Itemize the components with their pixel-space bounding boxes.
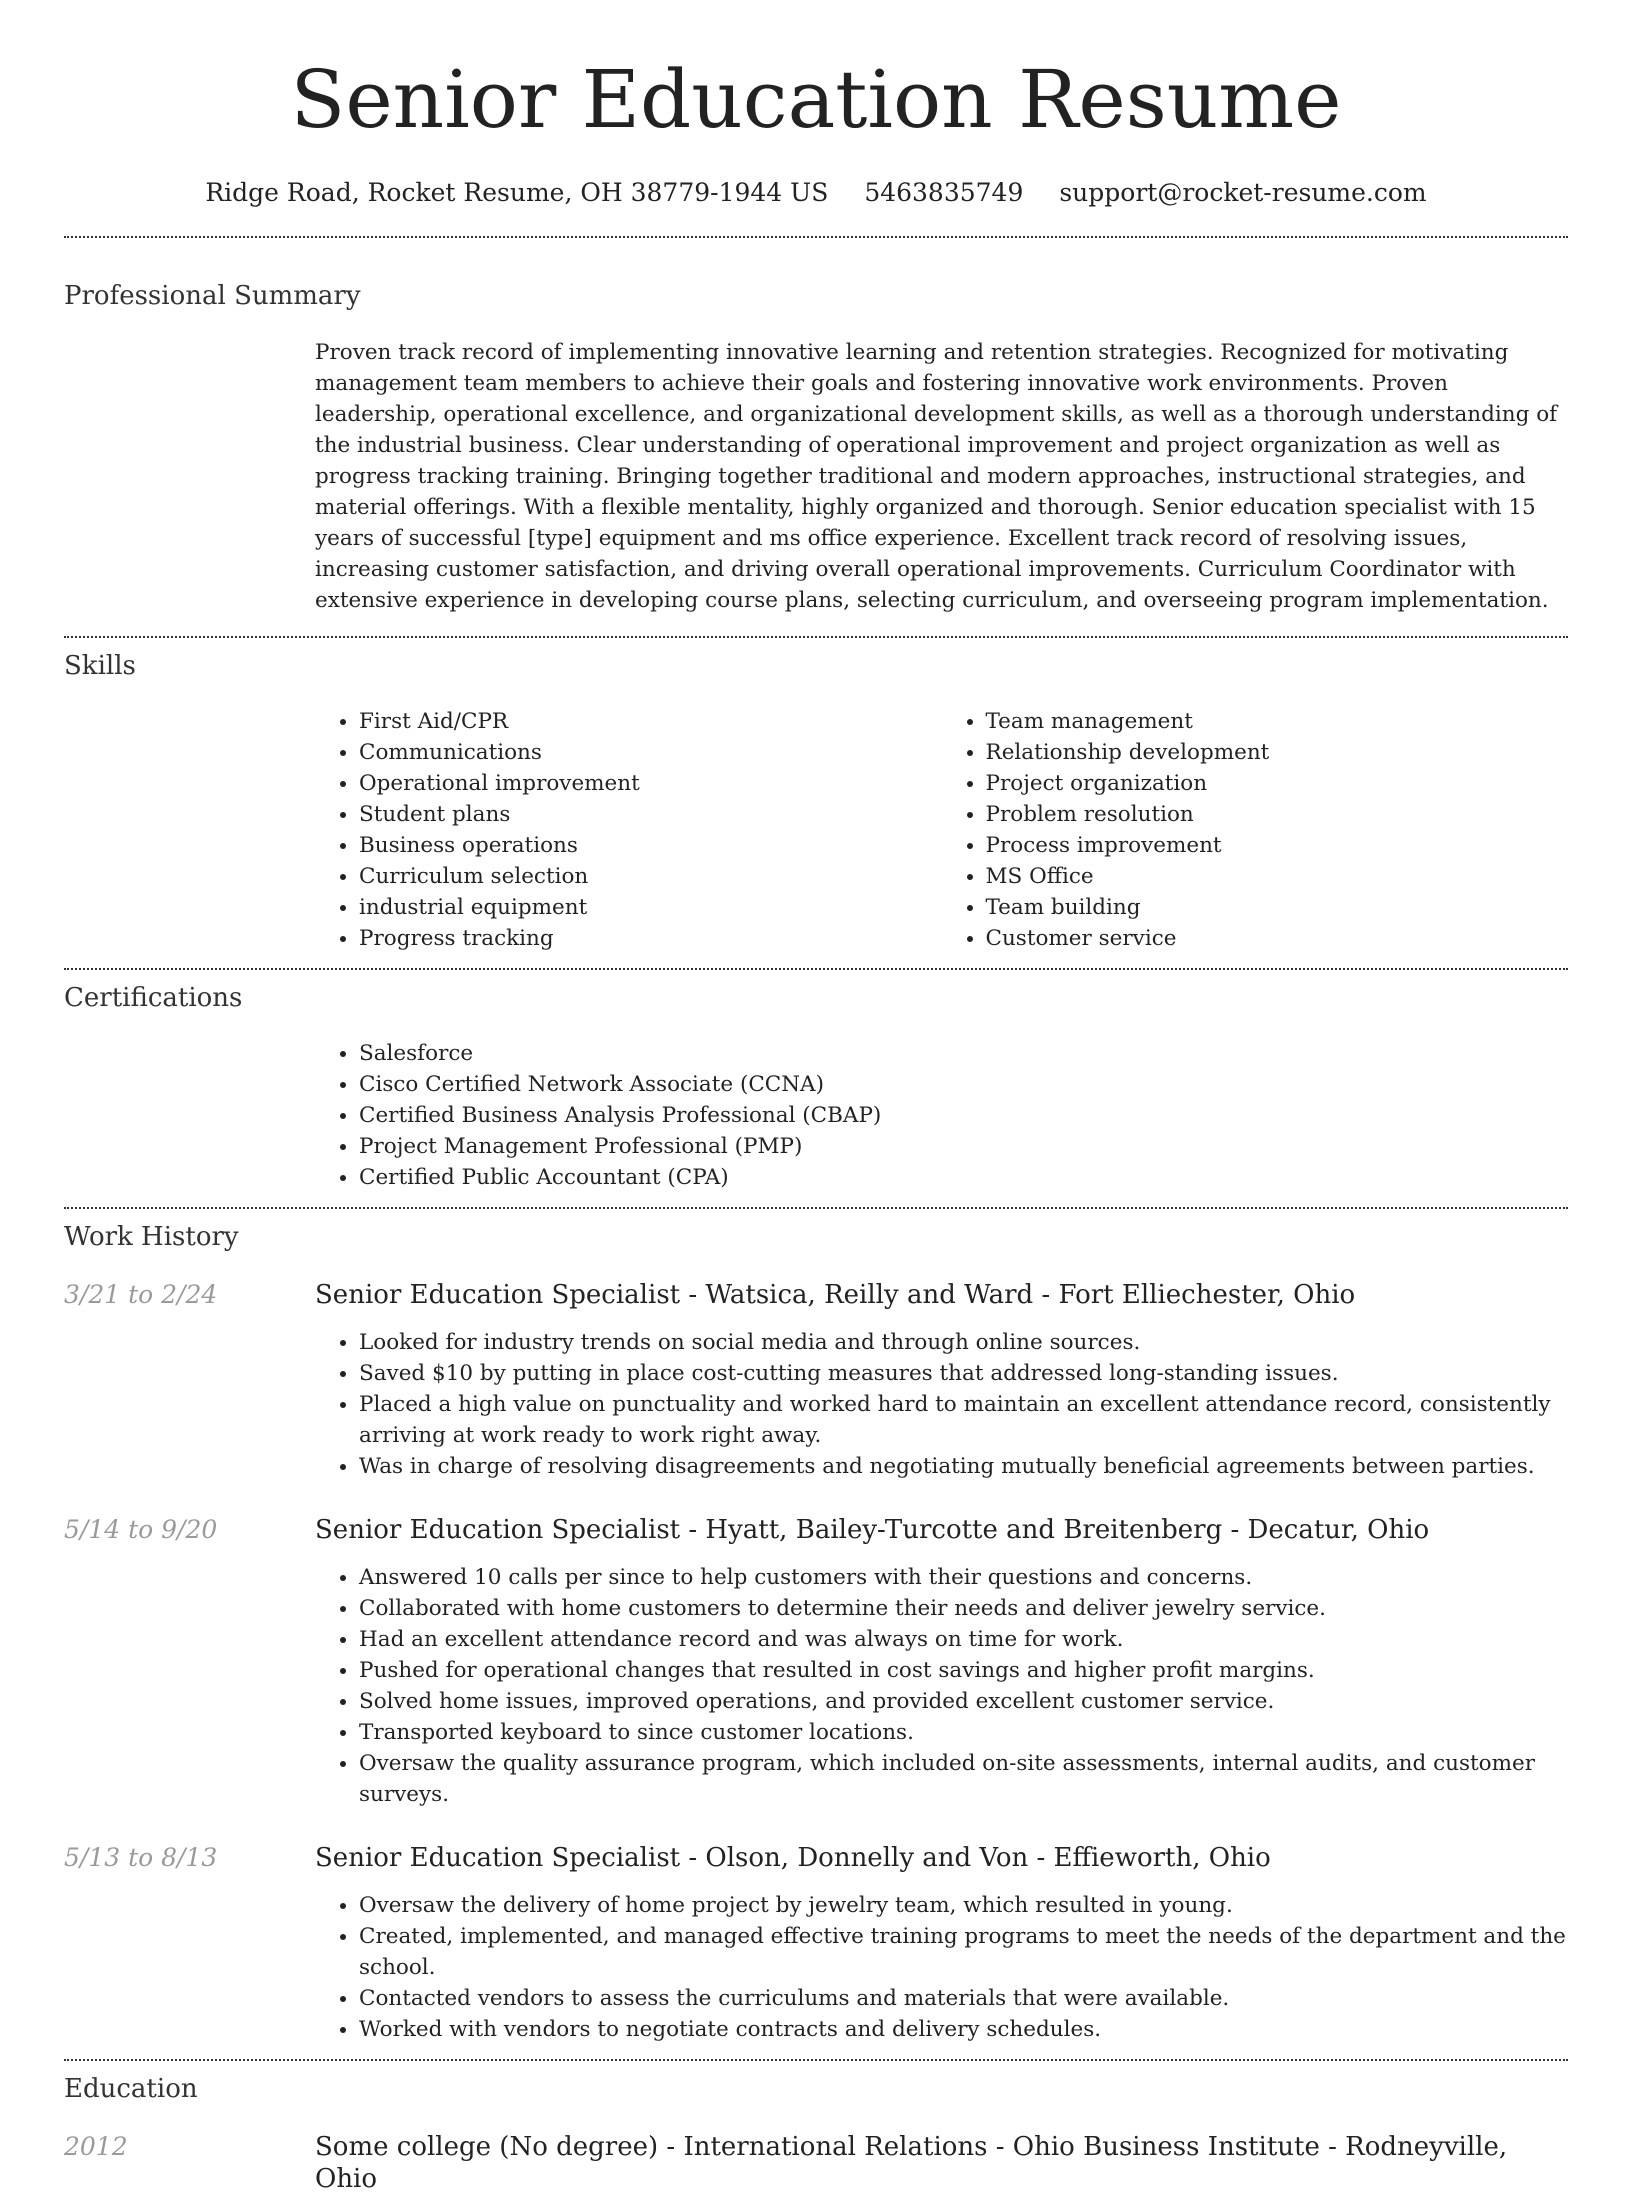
contact-address: Ridge Road, Rocket Resume, OH 38779-1944 US: [205, 178, 829, 207]
job-bullets: [315, 1890, 1568, 2045]
list-item: • Solved home issues, improved operations, and provided excellent customer service.: [359, 1686, 1568, 1717]
skills-list-left: [315, 706, 942, 954]
summary-text: Proven track record of implementing innovative learning and retention strategies. Recognized for motivating management team members to achieve their goals and fostering innovative work environments. Proven leadership, operational excellence, and organizational development skills, as well as a thorough understanding of the industrial business. Clear understanding of operational improvement and project organization as well as progress tracking training. Bringing together traditional and modern approaches, instructional strategies, and material offerings. With a flexible mentality, highly organized and thorough. Senior education specialist with 15 years of successful [type] equipment and ms office experience. Excellent track record of resolving issues, increasing customer satisfaction, and driving overall operational improvements. Curriculum Coordinator with extensive experience in developing course plans, selecting curriculum, and overseeing program implementation.: [315, 340, 1558, 613]
education-list: [64, 2131, 1568, 2195]
education-entry: [64, 2131, 1568, 2195]
job-entry: [64, 1279, 1568, 1482]
list-item: • Salesforce: [359, 1038, 1568, 1069]
list-item: • Communications: [359, 737, 942, 768]
list-item: • Problem resolution: [986, 799, 1569, 830]
job-bullets: [315, 1562, 1568, 1810]
list-item: • First Aid/CPR: [359, 706, 942, 737]
contact-line: [64, 178, 1568, 218]
list-item: • Process improvement: [986, 830, 1569, 861]
list-item: • Student plans: [359, 799, 942, 830]
list-item: • Relationship development: [986, 737, 1569, 768]
list-item: • Saved $10 by putting in place cost-cutting measures that addressed long-standing issues.: [359, 1358, 1568, 1389]
list-item: • Oversaw the quality assurance program, which included on-site assessments, internal audits, and customer surveys.: [359, 1748, 1568, 1810]
list-item: • Progress tracking: [359, 923, 942, 954]
list-item: • Was in charge of resolving disagreements and negotiating mutually beneficial agreements between parties.: [359, 1451, 1568, 1482]
job-dates: 5/13 to 8/13: [64, 1843, 218, 1872]
list-item: • Created, implemented, and managed effective training programs to meet the needs of the department and the school.: [359, 1921, 1568, 1983]
list-item: • Had an excellent attendance record and was always on time for work.: [359, 1624, 1568, 1655]
list-item: • Operational improvement: [359, 768, 942, 799]
summary-heading: Professional Summary: [64, 281, 361, 311]
certifications-content: [315, 1038, 1568, 1193]
certifications-section: [64, 970, 1568, 1207]
skills-list-right: [942, 706, 1569, 954]
list-item: • Transported keyboard to since customer locations.: [359, 1717, 1568, 1748]
list-item: • industrial equipment: [359, 892, 942, 923]
job-bullets: [315, 1327, 1568, 1482]
list-item: • Project Management Professional (PMP): [359, 1131, 1568, 1162]
list-item: • Pushed for operational changes that resulted in cost savings and higher profit margins.: [359, 1655, 1568, 1686]
job-body: [315, 1279, 1568, 1482]
list-item: • Certified Business Analysis Professional (CBAP): [359, 1100, 1568, 1131]
work-history-heading: Work History: [64, 1222, 239, 1252]
list-item: • Contacted vendors to assess the curriculums and materials that were available.: [359, 1983, 1568, 2014]
list-item: • Cisco Certified Network Associate (CCNA): [359, 1069, 1568, 1100]
summary-section: [64, 238, 1568, 636]
job-entry: [64, 1842, 1568, 2045]
skills-columns: [315, 706, 1568, 954]
education-heading: Education: [64, 2074, 198, 2104]
list-item: • Team building: [986, 892, 1569, 923]
work-history-section: [64, 1209, 1568, 2059]
list-item: • Oversaw the delivery of home project by jewelry team, which resulted in young.: [359, 1890, 1568, 1921]
education-body: [315, 2131, 1568, 2195]
list-item: • Business operations: [359, 830, 942, 861]
job-role: Senior Education Specialist - Watsica, Reilly and Ward - Fort Elliechester, Ohio: [315, 1280, 1356, 1310]
list-item: • Certified Public Accountant (CPA): [359, 1162, 1568, 1193]
contact-email: support@rocket-resume.com: [1059, 178, 1427, 207]
list-item: • Project organization: [986, 768, 1569, 799]
job-dates: 3/21 to 2/24: [64, 1280, 218, 1309]
certifications-list: [315, 1038, 1568, 1193]
list-item: • Placed a high value on punctuality and worked hard to maintain an excellent attendance record, consistently arriving at work ready to work right away.: [359, 1389, 1568, 1451]
skills-heading: Skills: [64, 651, 136, 681]
list-item: • Customer service: [986, 923, 1569, 954]
job-role: Senior Education Specialist - Olson, Donnelly and Von - Effieworth, Ohio: [315, 1843, 1271, 1873]
job-dates: 5/14 to 9/20: [64, 1515, 218, 1544]
job-body: [315, 1514, 1568, 1810]
list-item: • Team management: [986, 706, 1569, 737]
education-degree: Some college (No degree) - International Relations - Ohio Business Institute - Rodneyville, Ohio: [315, 2132, 1508, 2194]
job-list: [64, 1279, 1568, 2045]
list-item: • Answered 10 calls per since to help customers with their questions and concerns.: [359, 1562, 1568, 1593]
list-item: • Collaborated with home customers to determine their needs and deliver jewelry service.: [359, 1593, 1568, 1624]
job-body: [315, 1842, 1568, 2045]
education-dates: 2012: [64, 2132, 128, 2161]
resume-title: Senior Education Resume: [290, 53, 1342, 146]
list-item: • Worked with vendors to negotiate contracts and delivery schedules.: [359, 2014, 1568, 2045]
list-item: • Curriculum selection: [359, 861, 942, 892]
certifications-heading: Certifications: [64, 983, 243, 1013]
contact-phone: 5463835749: [864, 178, 1024, 207]
skills-section: [64, 638, 1568, 968]
list-item: • MS Office: [986, 861, 1569, 892]
education-section: [64, 2061, 1568, 2195]
list-item: • Looked for industry trends on social media and through online sources.: [359, 1327, 1568, 1358]
job-entry: [64, 1514, 1568, 1810]
job-role: Senior Education Specialist - Hyatt, Bailey-Turcotte and Breitenberg - Decatur, Ohio: [315, 1515, 1430, 1545]
